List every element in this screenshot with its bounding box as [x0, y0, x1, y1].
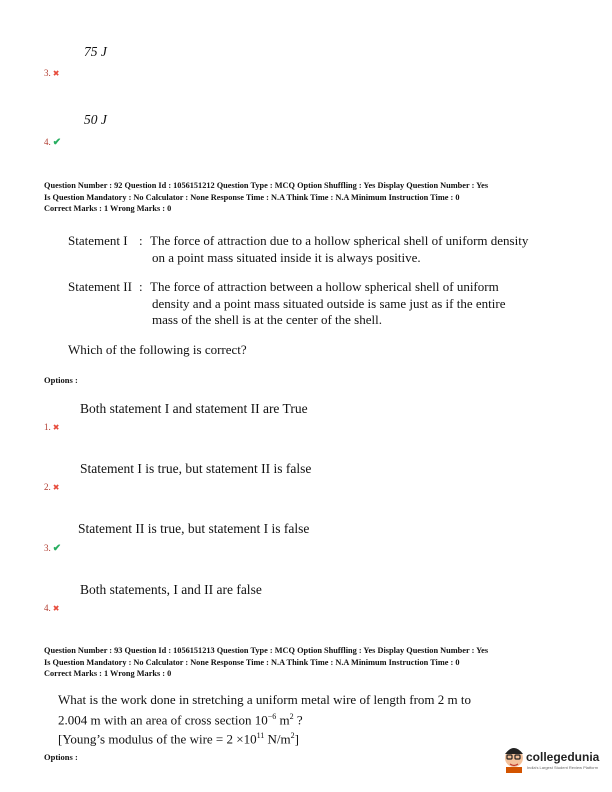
collegedunia-logo — [502, 738, 602, 778]
option-marker: 3. ✔ — [44, 543, 62, 554]
correct-icon: ✔ — [52, 137, 62, 148]
wrong-icon: ✖ — [52, 423, 60, 432]
wrong-icon: ✖ — [52, 483, 60, 492]
statement-2-text: The force of attraction between a hollow spherical shell of uniform density and a point mass situated outside is same just as if the entire mass of the shell is at the center of the shell. — [150, 279, 506, 327]
logo-brand: collegedunia — [526, 750, 600, 764]
question-prompt: Which of the following is correct? — [68, 342, 247, 357]
option-marker: 1. ✖ — [44, 422, 60, 432]
wrong-icon: ✖ — [52, 604, 60, 613]
option-text: Both statements, I and II are false — [80, 582, 262, 597]
statement-2-separator: : — [139, 279, 143, 294]
logo-tagline: India's Largest Student Review Platform — [527, 765, 599, 770]
option-text: Both statement I and statement II are True — [80, 401, 308, 416]
wrong-icon: ✖ — [52, 69, 60, 78]
statement-1-label: Statement I — [68, 233, 128, 248]
option-marker: 4. ✔ — [44, 137, 62, 148]
option-marker: 2. ✖ — [44, 482, 60, 492]
options-label: Options : — [44, 375, 78, 385]
correct-icon: ✔ — [52, 543, 62, 554]
option-text: 75 J — [84, 44, 107, 59]
statement-1-text: The force of attraction due to a hollow spherical shell of uniform density on a point mass situated inside it is always positive. — [150, 233, 529, 265]
option-text: 50 J — [84, 112, 107, 127]
option-marker: 3. ✖ — [44, 68, 60, 78]
options-label: Options : — [44, 752, 78, 762]
question-text: What is the work done in stretching a uniform metal wire of length from 2 m to 2.004 m with an area of cross section $10^{-6}$ $m^2$ ? [Young’s modulus of the wire = $2 \times 10^{11}$ $N/m^2$] — [58, 692, 472, 747]
option-text: Statement I is true, but statement II is false — [80, 461, 312, 476]
option-marker: 4. ✖ — [44, 603, 60, 613]
statement-2-label: Statement II — [68, 279, 132, 294]
option-text: Statement II is true, but statement I is false — [78, 521, 310, 536]
question-meta: Question Number : 92 Question Id : 1056151212 Question Type : MCQ Option Shuffling : Yes Display Question Number : Yes Is Question Mandatory : No Calculator : None Response Time : N.A Think Time : N.A Minimum Instruction Time : 0 Correct Marks : 1 Wrong Marks : 0 — [44, 181, 489, 213]
statement-1-separator: : — [139, 233, 143, 248]
question-meta: Question Number : 93 Question Id : 1056151213 Question Type : MCQ Option Shuffling : Yes Display Question Number : Yes Is Question Mandatory : No Calculator : None Response Time : N.A Think Time : N.A Minimum Instruction Time : 0 Correct Marks : 1 Wrong Marks : 0 — [44, 646, 489, 678]
